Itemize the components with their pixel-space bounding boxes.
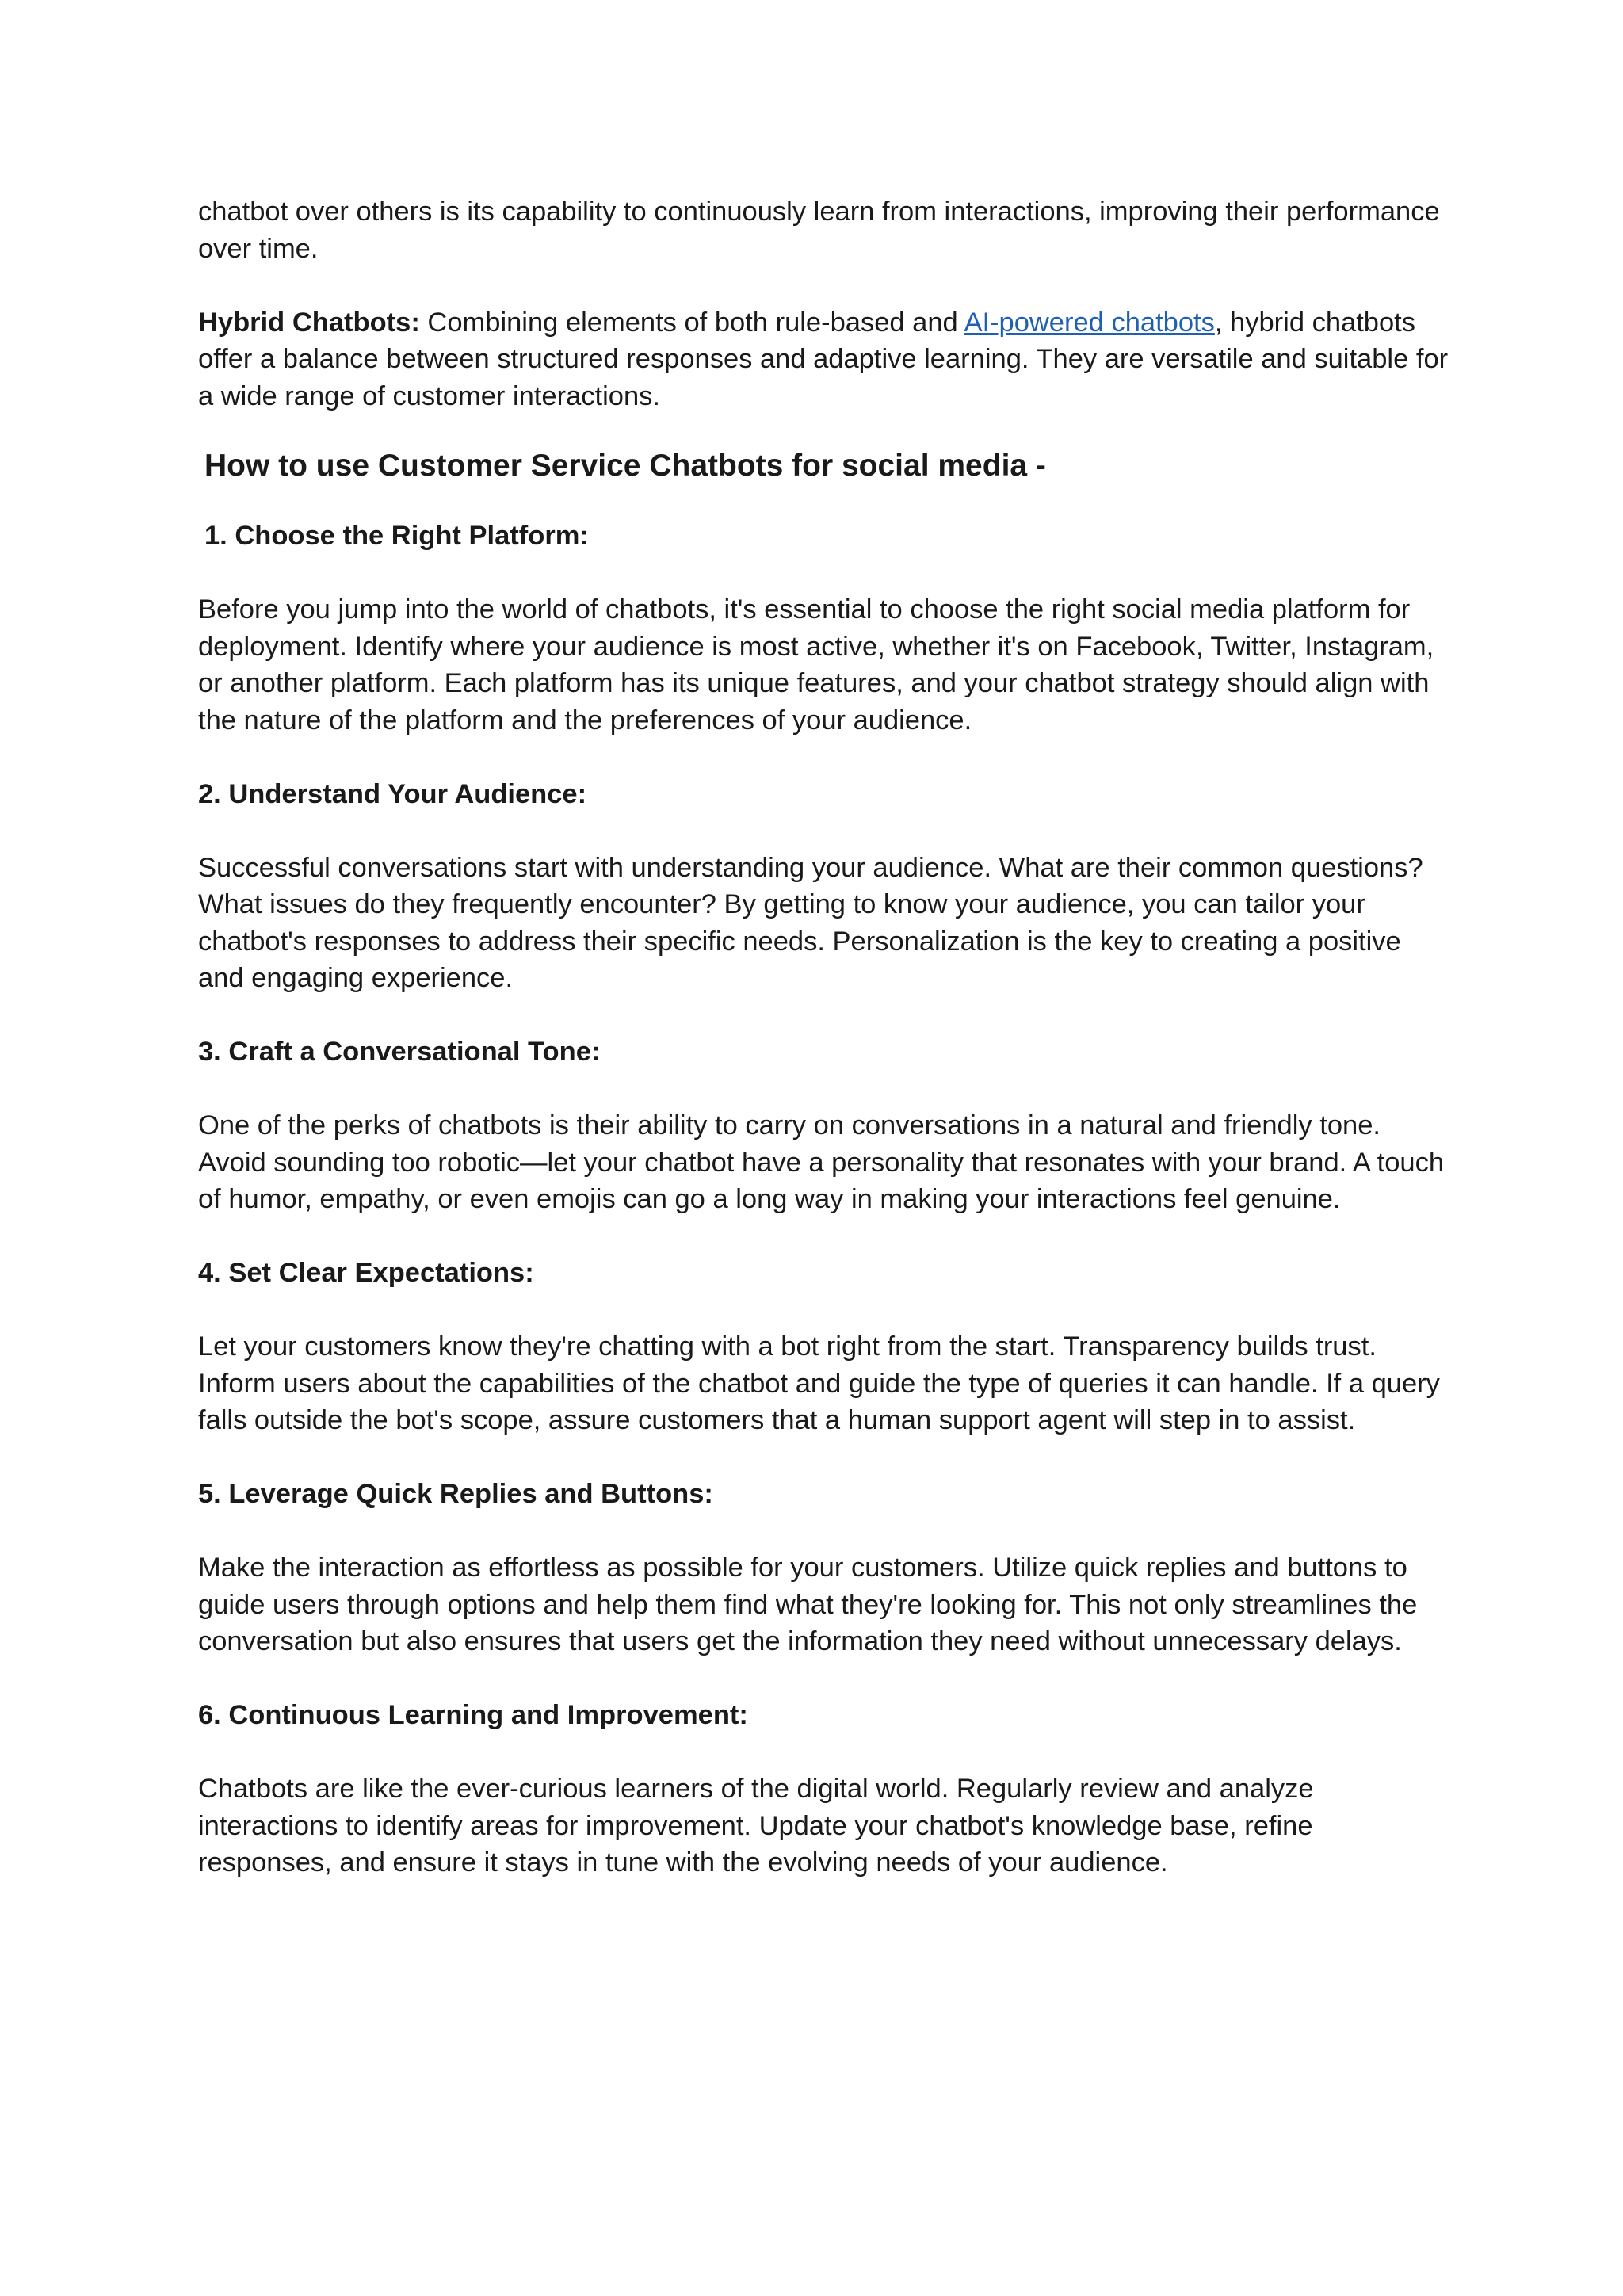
section-heading-5: 5. Leverage Quick Replies and Buttons: <box>198 1479 713 1509</box>
document-body <box>198 193 1450 1881</box>
section-heading-6: 6. Continuous Learning and Improvement: <box>198 1700 748 1730</box>
hybrid-chatbots-lead: Hybrid Chatbots: <box>198 307 420 338</box>
intro-paragraph: chatbot over others is its capability to continuously learn from interactions, improving their performance over time. <box>198 197 1440 264</box>
section-heading-1: 1. Choose the Right Platform: <box>204 521 589 551</box>
ai-powered-chatbots-link[interactable]: AI-powered chatbots <box>964 307 1215 338</box>
section-body-3: One of the perks of chatbots is their ability to carry on conversations in a natural and friendly tone. Avoid sounding too robotic—let your chatbot have a personality that resonates with your brand. A touch of humor, empathy, or even emojis can go a long way in making your interactions feel genuine. <box>198 1110 1445 1214</box>
section-body-1: Before you jump into the world of chatbots, it's essential to choose the right social media platform for deployment. Identify where your audience is most active, whether it's on Facebook, Twitter, Instagram, or another platform. Each platform has its unique features, and your chatbot strategy should align with the nature of the platform and the preferences of your audience. <box>198 594 1434 735</box>
section-heading-3: 3. Craft a Conversational Tone: <box>198 1037 601 1067</box>
hybrid-text-before: Combining elements of both rule-based and <box>419 307 964 338</box>
hybrid-text-after: , hybrid chatbots offer a balance between structured responses and adaptive learning. They are versatile and suitable for a wide range of customer interactions. <box>198 307 1449 411</box>
section-body-2: Successful conversations start with understanding your audience. What are their common questions? What issues do they frequently encounter? By getting to know your audience, you can tailor your chatbot's responses to address their specific needs. Personalization is the key to creating a positive and engaging experience. <box>198 852 1423 993</box>
section-body-4: Let your customers know they're chatting with a bot right from the start. Transparency builds trust. Inform users about the capabilities of the chatbot and guide the type of queries it can handle. If a query falls outside the bot's scope, assure customers that a human support agent will step in to assist. <box>198 1331 1440 1435</box>
section-body-5: Make the interaction as effortless as possible for your customers. Utilize quick replies and buttons to guide users through options and help them find what they're looking for. This not only streamlines the conversation but also ensures that users get the information they need without unnecessary delays. <box>198 1553 1418 1656</box>
hybrid-chatbots-paragraph <box>198 304 1450 415</box>
section-body-6: Chatbots are like the ever-curious learners of the digital world. Regularly review and analyze interactions to identify areas for improvement. Update your chatbot's knowledge base, refine responses, and ensure it stays in tune with the evolving needs of your audience. <box>198 1774 1314 1878</box>
section-heading-2: 2. Understand Your Audience: <box>198 778 587 809</box>
section-heading-4: 4. Set Clear Expectations: <box>198 1258 534 1288</box>
main-heading: How to use Customer Service Chatbots for social media - <box>204 449 1046 483</box>
